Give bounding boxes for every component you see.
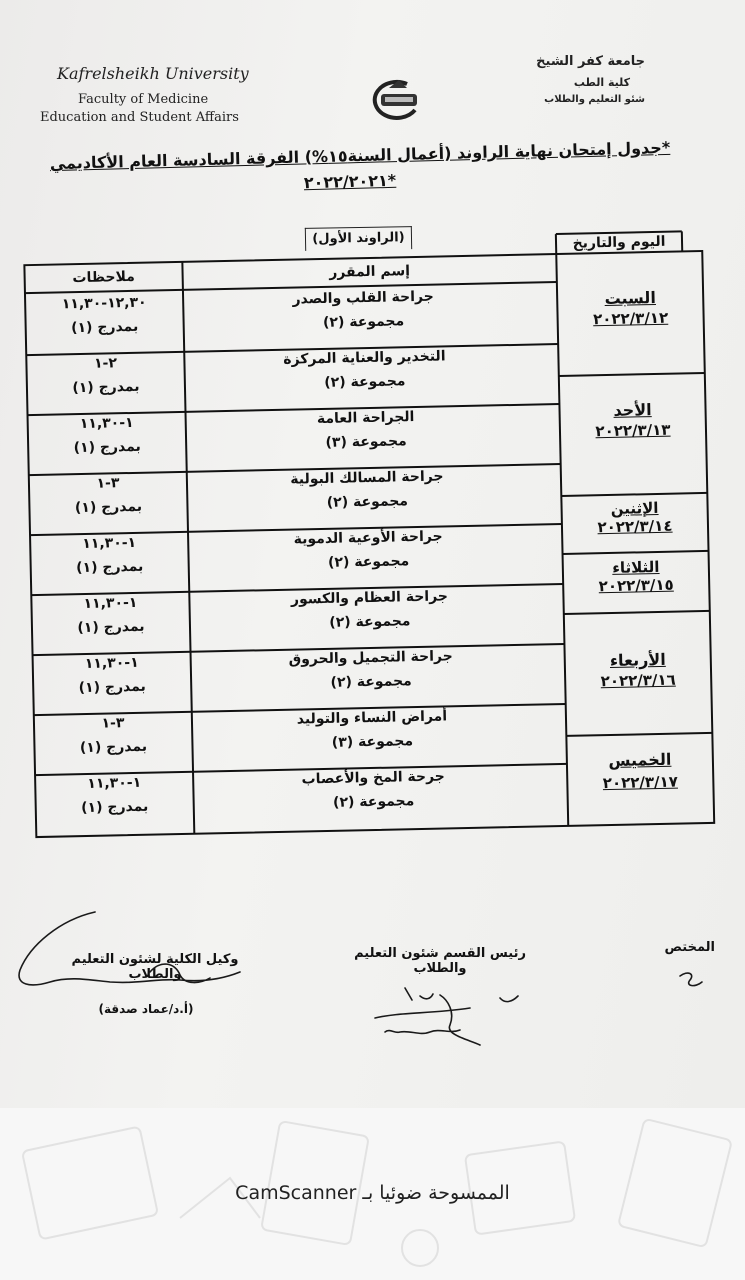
- exam-time: ٣-١: [101, 715, 125, 732]
- exam-time: ١-١١,٣٠: [82, 534, 137, 553]
- notes-cell: [40, 714, 187, 757]
- day-cell: [567, 749, 714, 793]
- course-group: مجموعة (٣): [325, 433, 407, 451]
- course-name: جراحة التجميل والحروق: [288, 648, 453, 668]
- faculty-name-en: Faculty of Medicine: [78, 92, 209, 107]
- round-label: (الراوند الأول): [305, 226, 412, 251]
- course-name: التخدير والعناية المركزة: [283, 348, 446, 368]
- course-cell: [189, 586, 550, 634]
- day-cell: [559, 399, 706, 441]
- day-date: ٢٠٢٢/٣/١٦: [600, 670, 676, 691]
- day-name: الأحد: [613, 400, 652, 420]
- department-head-label: رئيس القسم شئون التعليم والطلاب: [354, 946, 526, 976]
- course-cell: [184, 346, 545, 394]
- exam-time: ١-١١,٣٠: [84, 654, 139, 673]
- vice-dean-name: (أ.د/عماد صدقة): [98, 1002, 194, 1016]
- exam-hall: بمدرج (١): [79, 738, 148, 757]
- notes-cell: [31, 294, 178, 337]
- column-header-notes: ملاحظات: [72, 268, 135, 287]
- column-header-day: اليوم والتاريخ: [572, 233, 666, 252]
- course-cell: [188, 526, 549, 574]
- notes-cell: [39, 654, 186, 697]
- faculty-name-ar: كلية الطب: [573, 76, 630, 89]
- day-cell: [563, 557, 710, 596]
- course-name: جراحة الأوعية الدموية: [293, 528, 443, 548]
- exam-hall: بمدرج (١): [81, 798, 149, 817]
- notes-cell: [35, 474, 182, 517]
- course-cell: [183, 286, 544, 334]
- course-group: مجموعة (٢): [326, 493, 409, 511]
- day-name: السبت: [604, 287, 657, 309]
- exam-hall: بمدرج (١): [72, 378, 140, 397]
- course-group: مجموعة (٣): [331, 733, 414, 751]
- day-date: ٢٠٢٢/٣/١٢: [592, 308, 669, 329]
- scanned-by-label: الممسوحة ضوئيا بـ: [362, 1182, 510, 1204]
- day-cell: [557, 287, 704, 329]
- specialist-label: المختص: [664, 940, 715, 955]
- day-name: الإثنين: [610, 498, 659, 518]
- course-cell: [191, 646, 552, 694]
- university-name-ar: جامعة كفر الشيخ: [536, 54, 645, 69]
- course-name: جرحة المخ والأعصاب: [301, 768, 445, 788]
- exam-hall: بمدرج (١): [74, 498, 143, 517]
- exam-hall: بمدرج (١): [77, 618, 145, 637]
- exam-time: ١-١١,٣٠: [87, 774, 142, 792]
- day-name: الثلاثاء: [612, 557, 660, 577]
- course-name: أمراض النساء والتوليد: [296, 708, 448, 728]
- vice-dean-label: وكيل الكلية لشئون التعليم والطلاب: [71, 952, 239, 982]
- exam-hall: بمدرج (١): [70, 318, 139, 337]
- handwritten-signatures: [0, 900, 745, 1060]
- course-cell: [193, 766, 554, 814]
- course-group: مجموعة (٢): [332, 793, 415, 811]
- course-group: مجموعة (٢): [327, 553, 410, 571]
- exam-time: ١-١١,٣٠: [79, 414, 134, 433]
- course-cell: [187, 466, 548, 514]
- exam-time: ١-١١,٣٠: [83, 594, 138, 613]
- exam-time: ٣-١: [96, 475, 120, 492]
- exam-hall: بمدرج (١): [73, 438, 141, 457]
- course-group: مجموعة (٢): [324, 373, 406, 391]
- camscanner-app-name: CamScanner: [235, 1182, 357, 1204]
- day-date: ٢٠٢٢/٣/١٤: [597, 516, 673, 537]
- course-group: مجموعة (٢): [329, 613, 411, 631]
- course-name: جراحة القلب والصدر: [292, 288, 434, 308]
- course-name: الجراحة العامة: [316, 409, 415, 428]
- course-name: جراحة العظام والكسور: [290, 588, 449, 608]
- course-group: مجموعة (٢): [322, 313, 405, 331]
- exam-hall: بمدرج (١): [78, 678, 146, 697]
- notes-cell: [34, 414, 181, 457]
- day-date: ٢٠٢٢/٣/١٣: [595, 420, 671, 441]
- department-name-en: Education and Student Affairs: [40, 110, 239, 122]
- university-name-en: Kafrelsheikh University: [57, 64, 249, 83]
- exam-time: ١٢,٣٠-١١,٣٠: [61, 294, 147, 313]
- camscanner-footer: [0, 1108, 745, 1280]
- exam-hall: بمدرج (١): [76, 558, 144, 577]
- notes-cell: [41, 774, 188, 817]
- camscanner-caption: [0, 1182, 745, 1204]
- day-date: ٢٠٢٢/٣/١٧: [602, 772, 679, 793]
- course-cell: [186, 406, 547, 454]
- day-cell: [565, 649, 712, 691]
- day-name: الخميس: [608, 749, 672, 771]
- department-name-ar: شئو التعليم والطلاب: [544, 94, 645, 105]
- notes-cell: [36, 534, 183, 577]
- schedule-title: *جدول إمتحان نهاية الراوند (أعمال السنة١٥%) الفرقة السادسة العام الأكاديمي: [49, 137, 671, 174]
- course-name: جراحة المسالك البولية: [290, 468, 444, 488]
- notes-cell: [37, 594, 184, 637]
- academic-year: *٢٠٢٢/٢٠٢١: [303, 170, 397, 193]
- day-cell: [561, 498, 708, 537]
- notes-cell: [32, 354, 179, 397]
- course-group: مجموعة (٢): [330, 673, 412, 691]
- column-header-course: إسم المقرر: [329, 263, 411, 281]
- course-cell: [192, 706, 553, 754]
- day-date: ٢٠٢٢/٣/١٥: [598, 575, 674, 596]
- exam-time: ٢-١: [93, 355, 118, 372]
- day-name: الأربعاء: [609, 649, 666, 671]
